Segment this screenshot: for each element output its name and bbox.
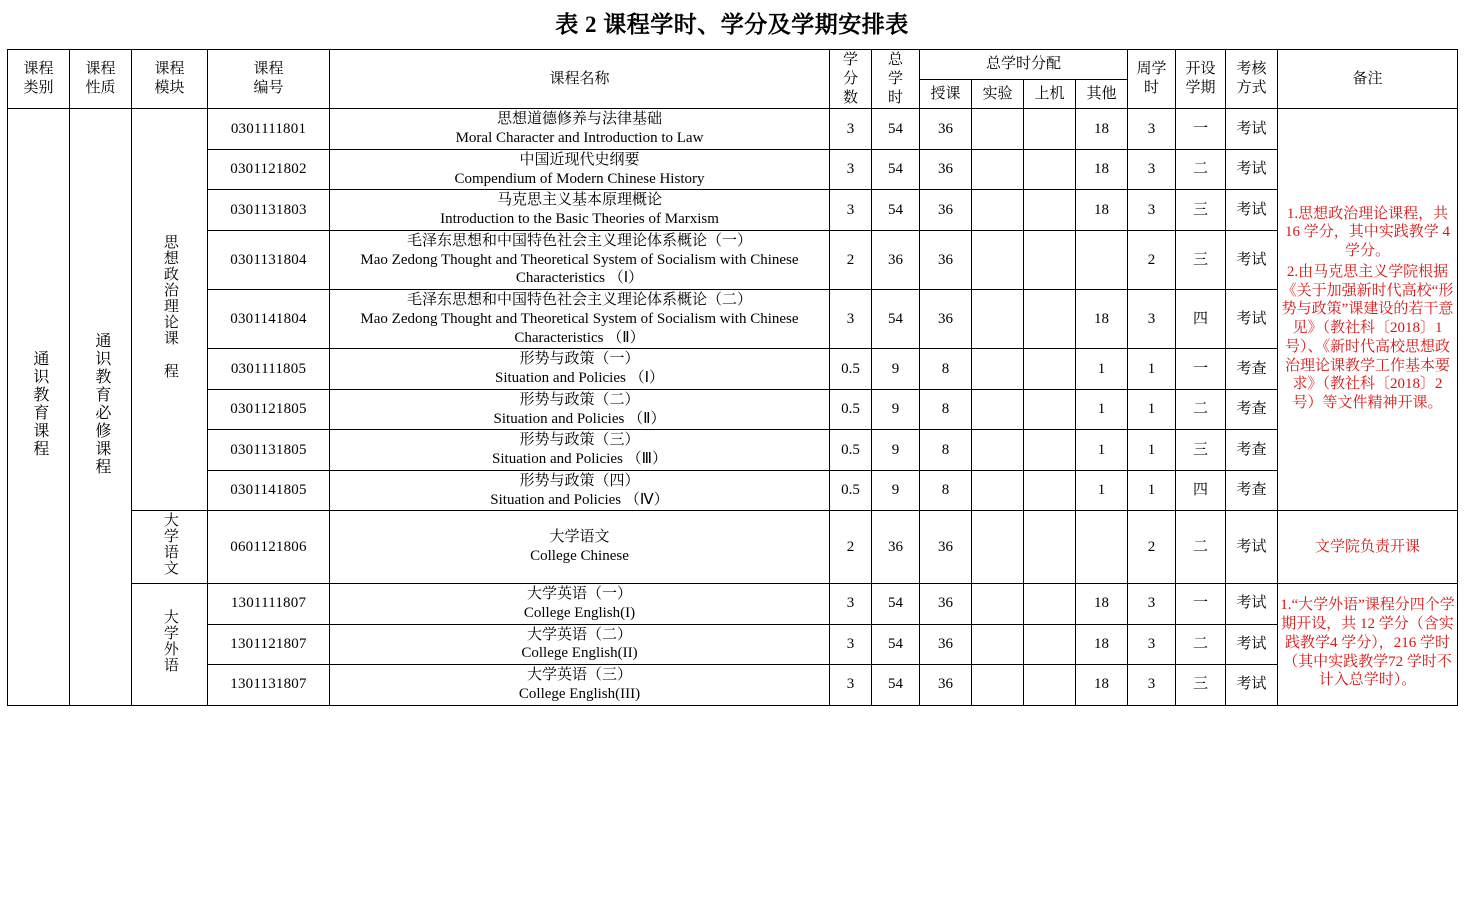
course-computer	[1024, 665, 1076, 706]
table-row	[8, 349, 1458, 390]
course-experiment	[972, 430, 1024, 471]
course-credit: 2	[830, 511, 872, 584]
course-term: 二	[1176, 149, 1226, 190]
course-name-cn: 大学英语（三）	[526, 667, 632, 683]
course-code: 0301121802	[208, 149, 330, 190]
course-name	[330, 109, 830, 150]
header-credits-line1: 学	[842, 52, 858, 68]
group-category-label: 通识教育课程	[30, 350, 48, 458]
table-row	[8, 109, 1458, 150]
course-lecture: 36	[920, 290, 972, 349]
course-week: 3	[1128, 624, 1176, 665]
course-other: 1	[1076, 389, 1128, 430]
course-week: 1	[1128, 470, 1176, 511]
header-remark: 备注	[1278, 50, 1458, 109]
course-credit: 3	[830, 584, 872, 625]
course-other: 18	[1076, 149, 1128, 190]
course-code: 0301141805	[208, 470, 330, 511]
course-computer	[1024, 149, 1076, 190]
course-name-en: College Chinese	[530, 548, 629, 565]
remark-chinese: 文学院负责开课	[1278, 511, 1458, 584]
course-name-en: Situation and Policies （Ⅱ）	[493, 410, 666, 427]
course-experiment	[972, 665, 1024, 706]
course-total: 9	[872, 470, 920, 511]
course-computer	[1024, 389, 1076, 430]
course-lecture: 8	[920, 389, 972, 430]
course-code: 0601121806	[208, 511, 330, 584]
course-name	[330, 190, 830, 231]
group-module-chinese	[132, 511, 208, 584]
table-row	[8, 190, 1458, 231]
course-total: 54	[872, 665, 920, 706]
header-module-line2: 模块	[154, 80, 185, 97]
course-total: 54	[872, 624, 920, 665]
course-name-en: Mao Zedong Thought and Theoretical System of Socialism with Chinese Characteristics （Ⅱ）	[360, 310, 799, 346]
course-credit: 3	[830, 190, 872, 231]
course-experiment	[972, 624, 1024, 665]
header-course-name: 课程名称	[330, 50, 830, 109]
header-nature-line2: 性质	[85, 80, 116, 97]
course-name-cn: 形势与政策（一）	[519, 351, 640, 368]
course-experiment	[972, 470, 1024, 511]
course-experiment	[972, 584, 1024, 625]
header-category	[8, 50, 70, 109]
course-experiment	[972, 389, 1024, 430]
course-name-cn: 思想道德修养与法律基础	[496, 111, 662, 128]
course-week: 1	[1128, 349, 1176, 390]
course-assess: 考试	[1226, 290, 1278, 349]
group-nature	[70, 109, 132, 705]
table-row	[8, 584, 1458, 625]
table-row	[8, 290, 1458, 349]
course-total: 36	[872, 230, 920, 289]
remark-politics-1: 1.思想政治理论课程，共 16 学分，其中实践教学 4 学分。	[1285, 205, 1451, 260]
header-weekly-hours	[1128, 50, 1176, 109]
course-computer	[1024, 109, 1076, 150]
course-lecture: 36	[920, 665, 972, 706]
course-week: 2	[1128, 511, 1176, 584]
header-credits-line2: 分	[842, 70, 858, 87]
header-other: 其他	[1076, 79, 1128, 109]
course-assess: 考试	[1226, 230, 1278, 289]
course-week: 3	[1128, 665, 1176, 706]
course-code: 0301131805	[208, 430, 330, 471]
header-category-line1: 课程	[23, 61, 54, 78]
course-week: 3	[1128, 584, 1176, 625]
course-term: 二	[1176, 389, 1226, 430]
header-assessment-line1: 考核	[1236, 61, 1267, 78]
header-category-line2: 类别	[23, 80, 54, 97]
header-code-line2: 编号	[253, 80, 284, 97]
course-credit: 3	[830, 109, 872, 150]
course-name	[330, 511, 830, 584]
course-name-cn: 马克思主义基本原理概论	[496, 192, 662, 209]
course-name-cn: 大学英语（二）	[526, 626, 632, 643]
course-lecture: 8	[920, 430, 972, 471]
header-assessment	[1226, 50, 1278, 109]
course-name-cn: 形势与政策（三）	[519, 432, 640, 449]
course-other: 1	[1076, 430, 1128, 471]
course-name-en: Situation and Policies （Ⅳ）	[490, 491, 669, 508]
course-other: 18	[1076, 665, 1128, 706]
table-row	[8, 470, 1458, 511]
course-experiment	[972, 149, 1024, 190]
header-computer: 上机	[1024, 79, 1076, 109]
course-name	[330, 584, 830, 625]
header-hours-distribution: 总学时分配	[920, 50, 1128, 80]
course-experiment	[972, 109, 1024, 150]
course-week: 1	[1128, 430, 1176, 471]
course-name-cn: 中国近现代史纲要	[519, 151, 640, 168]
remark-foreign	[1278, 584, 1458, 706]
course-computer	[1024, 624, 1076, 665]
course-code: 0301131804	[208, 230, 330, 289]
course-other: 18	[1076, 584, 1128, 625]
course-code: 1301111807	[208, 584, 330, 625]
course-name	[330, 430, 830, 471]
header-total-hours	[872, 50, 920, 109]
course-assess: 考查	[1226, 430, 1278, 471]
course-experiment	[972, 511, 1024, 584]
course-name-cn: 大学英语（一）	[526, 586, 632, 602]
course-credit: 0.5	[830, 470, 872, 511]
course-name-cn: 大学语文	[549, 529, 610, 546]
course-assess: 考试	[1226, 624, 1278, 665]
header-term-line1: 开设	[1185, 61, 1216, 78]
table-row	[8, 430, 1458, 471]
course-term: 三	[1176, 430, 1226, 471]
header-code	[208, 50, 330, 109]
course-computer	[1024, 430, 1076, 471]
course-total: 54	[872, 290, 920, 349]
course-total: 36	[872, 511, 920, 584]
course-computer	[1024, 290, 1076, 349]
course-code: 0301111805	[208, 349, 330, 390]
course-computer	[1024, 470, 1076, 511]
course-experiment	[972, 349, 1024, 390]
header-credits	[830, 50, 872, 109]
course-lecture: 36	[920, 511, 972, 584]
header-module-line1: 课程	[154, 61, 185, 78]
page-title: 表 2 课程学时、学分及学期安排表	[555, 12, 909, 37]
course-total: 54	[872, 190, 920, 231]
course-week: 3	[1128, 290, 1176, 349]
course-assess: 考查	[1226, 470, 1278, 511]
group-category	[8, 109, 70, 705]
course-computer	[1024, 190, 1076, 231]
course-name-cn: 形势与政策（四）	[519, 472, 640, 489]
course-lecture: 36	[920, 624, 972, 665]
course-term: 四	[1176, 290, 1226, 349]
group-module-chinese-label: 大学语文	[161, 512, 178, 577]
group-nature-label: 通识教育必修课程	[92, 332, 110, 476]
header-experiment: 实验	[972, 79, 1024, 109]
table-row	[8, 230, 1458, 289]
course-other	[1076, 511, 1128, 584]
remark-politics	[1278, 109, 1458, 511]
course-total: 54	[872, 109, 920, 150]
course-code: 1301131807	[208, 665, 330, 706]
header-credits-line3: 数	[842, 89, 858, 106]
course-week: 1	[1128, 389, 1176, 430]
table-row	[8, 624, 1458, 665]
course-credit: 0.5	[830, 389, 872, 430]
course-name	[330, 230, 830, 289]
table-row	[8, 665, 1458, 706]
course-lecture: 36	[920, 190, 972, 231]
course-code: 1301121807	[208, 624, 330, 665]
course-name-en: Situation and Policies （Ⅰ）	[495, 370, 664, 386]
course-term: 三	[1176, 230, 1226, 289]
course-name-en: Moral Character and Introduction to Law	[455, 130, 704, 146]
course-code: 0301111801	[208, 109, 330, 150]
header-total-hours-line3: 时	[887, 89, 903, 106]
header-module	[132, 50, 208, 109]
course-term: 一	[1176, 349, 1226, 390]
course-name-en: Mao Zedong Thought and Theoretical System of Socialism with Chinese Characteristics （Ⅰ）	[360, 251, 799, 287]
remark-politics-2: 2.由马克思主义学院根据《关于加强新时代高校“形势与政策”课建设的若干意见》（教社科〔2018〕1 号）、《新时代高校思想政治理论课教学工作基本要求》（教社科〔2018〕2 号）等文件精神开课。	[1281, 263, 1454, 412]
course-assess: 考查	[1226, 349, 1278, 390]
course-term: 一	[1176, 109, 1226, 150]
course-credit: 3	[830, 149, 872, 190]
course-lecture: 8	[920, 349, 972, 390]
course-total: 9	[872, 430, 920, 471]
course-name	[330, 389, 830, 430]
course-experiment	[972, 190, 1024, 231]
curriculum-table	[7, 49, 1458, 706]
table-row	[8, 149, 1458, 190]
course-assess: 考试	[1226, 511, 1278, 584]
course-week: 3	[1128, 149, 1176, 190]
course-assess: 考试	[1226, 149, 1278, 190]
course-name-en: Compendium of Modern Chinese History	[454, 170, 705, 187]
course-name-en: Situation and Policies （Ⅲ）	[492, 451, 667, 467]
header-nature	[70, 50, 132, 109]
table-row	[8, 389, 1458, 430]
course-computer	[1024, 230, 1076, 289]
course-assess: 考试	[1226, 190, 1278, 231]
course-assess: 考试	[1226, 109, 1278, 150]
header-total-hours-line1: 总	[887, 52, 903, 68]
course-term: 一	[1176, 584, 1226, 625]
course-week: 3	[1128, 109, 1176, 150]
course-code: 0301121805	[208, 389, 330, 430]
course-code: 0301141804	[208, 290, 330, 349]
course-lecture: 8	[920, 470, 972, 511]
course-assess: 考查	[1226, 389, 1278, 430]
course-name	[330, 290, 830, 349]
course-term: 二	[1176, 511, 1226, 584]
group-module-politics	[132, 109, 208, 511]
course-term: 二	[1176, 624, 1226, 665]
course-name	[330, 349, 830, 390]
header-term-line2: 学期	[1185, 80, 1216, 97]
course-credit: 3	[830, 665, 872, 706]
course-total: 54	[872, 584, 920, 625]
course-name	[330, 470, 830, 511]
course-other: 18	[1076, 624, 1128, 665]
course-name-cn: 毛泽东思想和中国特色社会主义理论体系概论（二）	[406, 292, 752, 308]
course-lecture: 36	[920, 149, 972, 190]
remark-foreign-1: 1.“大学外语”课程分四个学期开设，共 12 学分（含实践教学4 学分），216 学时（其中实践教学72 学时不计入总学时）。	[1280, 597, 1455, 689]
course-experiment	[972, 290, 1024, 349]
course-code: 0301131803	[208, 190, 330, 231]
header-term	[1176, 50, 1226, 109]
table-header-row-1	[8, 50, 1458, 80]
course-name-cn: 毛泽东思想和中国特色社会主义理论体系概论（一）	[406, 232, 752, 249]
course-assess: 考试	[1226, 584, 1278, 625]
course-credit: 2	[830, 230, 872, 289]
course-lecture: 36	[920, 109, 972, 150]
table-row	[8, 511, 1458, 584]
course-other	[1076, 230, 1128, 289]
course-name-en: College English(III)	[518, 685, 641, 702]
course-term: 三	[1176, 665, 1226, 706]
course-name-en: Introduction to the Basic Theories of Marxism	[440, 211, 719, 227]
course-week: 3	[1128, 190, 1176, 231]
header-weekly-hours-line2: 时	[1144, 80, 1160, 97]
course-computer	[1024, 511, 1076, 584]
course-lecture: 36	[920, 230, 972, 289]
course-total: 9	[872, 349, 920, 390]
course-other: 18	[1076, 290, 1128, 349]
course-other: 18	[1076, 190, 1128, 231]
course-name-en: College English(II)	[521, 645, 638, 662]
course-other: 1	[1076, 349, 1128, 390]
header-total-hours-line2: 学	[887, 70, 903, 87]
course-lecture: 36	[920, 584, 972, 625]
header-code-line1: 课程	[253, 61, 284, 78]
course-name-cn: 形势与政策（二）	[519, 391, 640, 408]
course-name	[330, 149, 830, 190]
course-credit: 0.5	[830, 349, 872, 390]
course-term: 四	[1176, 470, 1226, 511]
header-assessment-line2: 方式	[1236, 80, 1267, 97]
course-other: 18	[1076, 109, 1128, 150]
course-credit: 3	[830, 290, 872, 349]
group-module-foreign-label: 大学外语	[161, 609, 178, 674]
course-week: 2	[1128, 230, 1176, 289]
group-module-politics-label: 思想政治理论课 程	[161, 234, 178, 380]
course-name	[330, 665, 830, 706]
course-name	[330, 624, 830, 665]
course-total: 54	[872, 149, 920, 190]
course-experiment	[972, 230, 1024, 289]
course-computer	[1024, 349, 1076, 390]
course-term: 三	[1176, 190, 1226, 231]
course-credit: 3	[830, 624, 872, 665]
header-nature-line1: 课程	[85, 61, 116, 78]
course-other: 1	[1076, 470, 1128, 511]
course-name-en: College English(I)	[523, 604, 636, 621]
header-weekly-hours-line1: 周学	[1136, 61, 1167, 78]
course-assess: 考试	[1226, 665, 1278, 706]
course-total: 9	[872, 389, 920, 430]
course-credit: 0.5	[830, 430, 872, 471]
course-computer	[1024, 584, 1076, 625]
header-lecture: 授课	[920, 79, 972, 109]
group-module-foreign	[132, 584, 208, 706]
